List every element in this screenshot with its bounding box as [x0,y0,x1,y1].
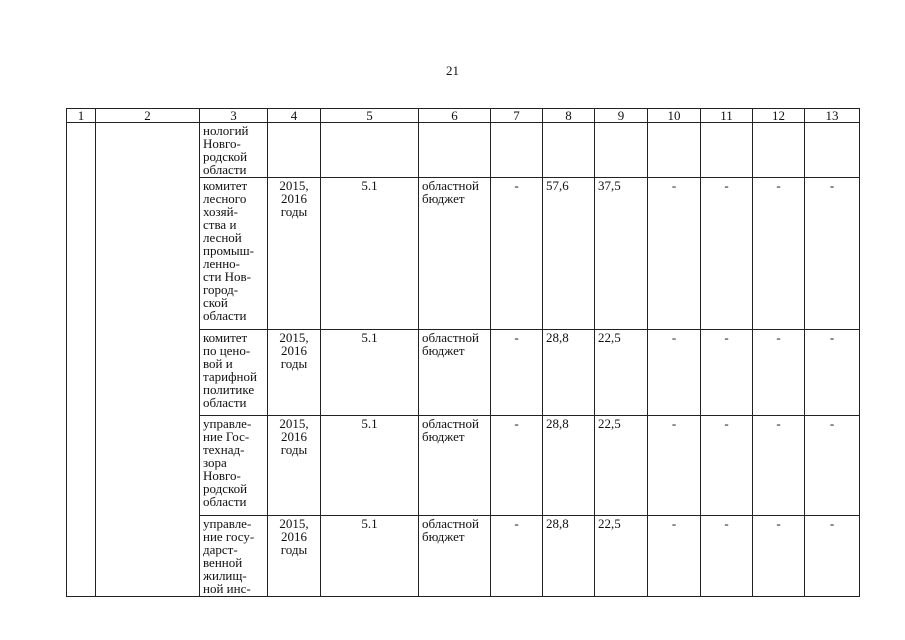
indicator-cell: 5.1 [321,416,419,516]
executor-cell: управле- ние Гос- технад- зора Новго- родской области [200,416,268,516]
value-cell: - [491,330,543,416]
value-cell: 37,5 [595,178,648,330]
value-cell: 28,8 [543,330,595,416]
header-cell: 4 [268,109,321,123]
value-cell: - [753,178,805,330]
indicator-cell: 5.1 [321,178,419,330]
value-cell: 22,5 [595,416,648,516]
empty-cell [321,123,419,178]
header-cell: 1 [67,109,96,123]
empty-cell [491,123,543,178]
executor-cell: управле- ние госу- дарст- венной жилищ- ной инс- [200,516,268,597]
source-cell: областной бюджет [419,178,491,330]
empty-cell [753,123,805,178]
value-cell: - [701,178,753,330]
value-cell: - [805,516,860,597]
value-cell: - [701,416,753,516]
source-cell: областной бюджет [419,516,491,597]
value-cell: - [648,178,701,330]
indicator-cell: 5.1 [321,330,419,416]
program-table [66,108,860,597]
value-cell: - [701,516,753,597]
value-cell: 22,5 [595,516,648,597]
value-cell: 28,8 [543,516,595,597]
measure-name-cell [96,123,200,597]
empty-cell [268,123,321,178]
value-cell: - [805,330,860,416]
header-cell: 2 [96,109,200,123]
executor-cell: нологий Новго- родской области [200,123,268,178]
value-cell: - [491,178,543,330]
header-cell: 12 [753,109,805,123]
header-cell: 8 [543,109,595,123]
value-cell: 57,6 [543,178,595,330]
value-cell: 28,8 [543,416,595,516]
header-cell: 10 [648,109,701,123]
executor-cell: комитет по цено- вой и тарифной политике области [200,330,268,416]
value-cell: - [805,178,860,330]
years-cell: 2015, 2016 годы [268,416,321,516]
value-cell: - [648,330,701,416]
header-cell: 5 [321,109,419,123]
row-number-cell [67,123,96,597]
header-cell: 7 [491,109,543,123]
source-cell: областной бюджет [419,330,491,416]
empty-cell [543,123,595,178]
header-cell: 13 [805,109,860,123]
empty-cell [805,123,860,178]
source-cell: областной бюджет [419,416,491,516]
value-cell: 22,5 [595,330,648,416]
value-cell: - [491,516,543,597]
value-cell: - [701,330,753,416]
years-cell: 2015, 2016 годы [268,330,321,416]
empty-cell [648,123,701,178]
table-row [67,123,860,178]
value-cell: - [753,330,805,416]
page-number: 21 [446,63,459,78]
empty-cell [701,123,753,178]
years-cell: 2015, 2016 годы [268,178,321,330]
value-cell: - [805,416,860,516]
header-cell: 6 [419,109,491,123]
value-cell: - [753,516,805,597]
header-cell: 11 [701,109,753,123]
value-cell: - [753,416,805,516]
column-numbers-row [67,109,860,123]
value-cell: - [648,416,701,516]
header-cell: 3 [200,109,268,123]
executor-cell: комитет лесного хозяй- ства и лесной промыш- ленно- сти Нов- город- ской области [200,178,268,330]
value-cell: - [648,516,701,597]
value-cell: - [491,416,543,516]
indicator-cell: 5.1 [321,516,419,597]
header-cell: 9 [595,109,648,123]
empty-cell [595,123,648,178]
years-cell: 2015, 2016 годы [268,516,321,597]
empty-cell [419,123,491,178]
